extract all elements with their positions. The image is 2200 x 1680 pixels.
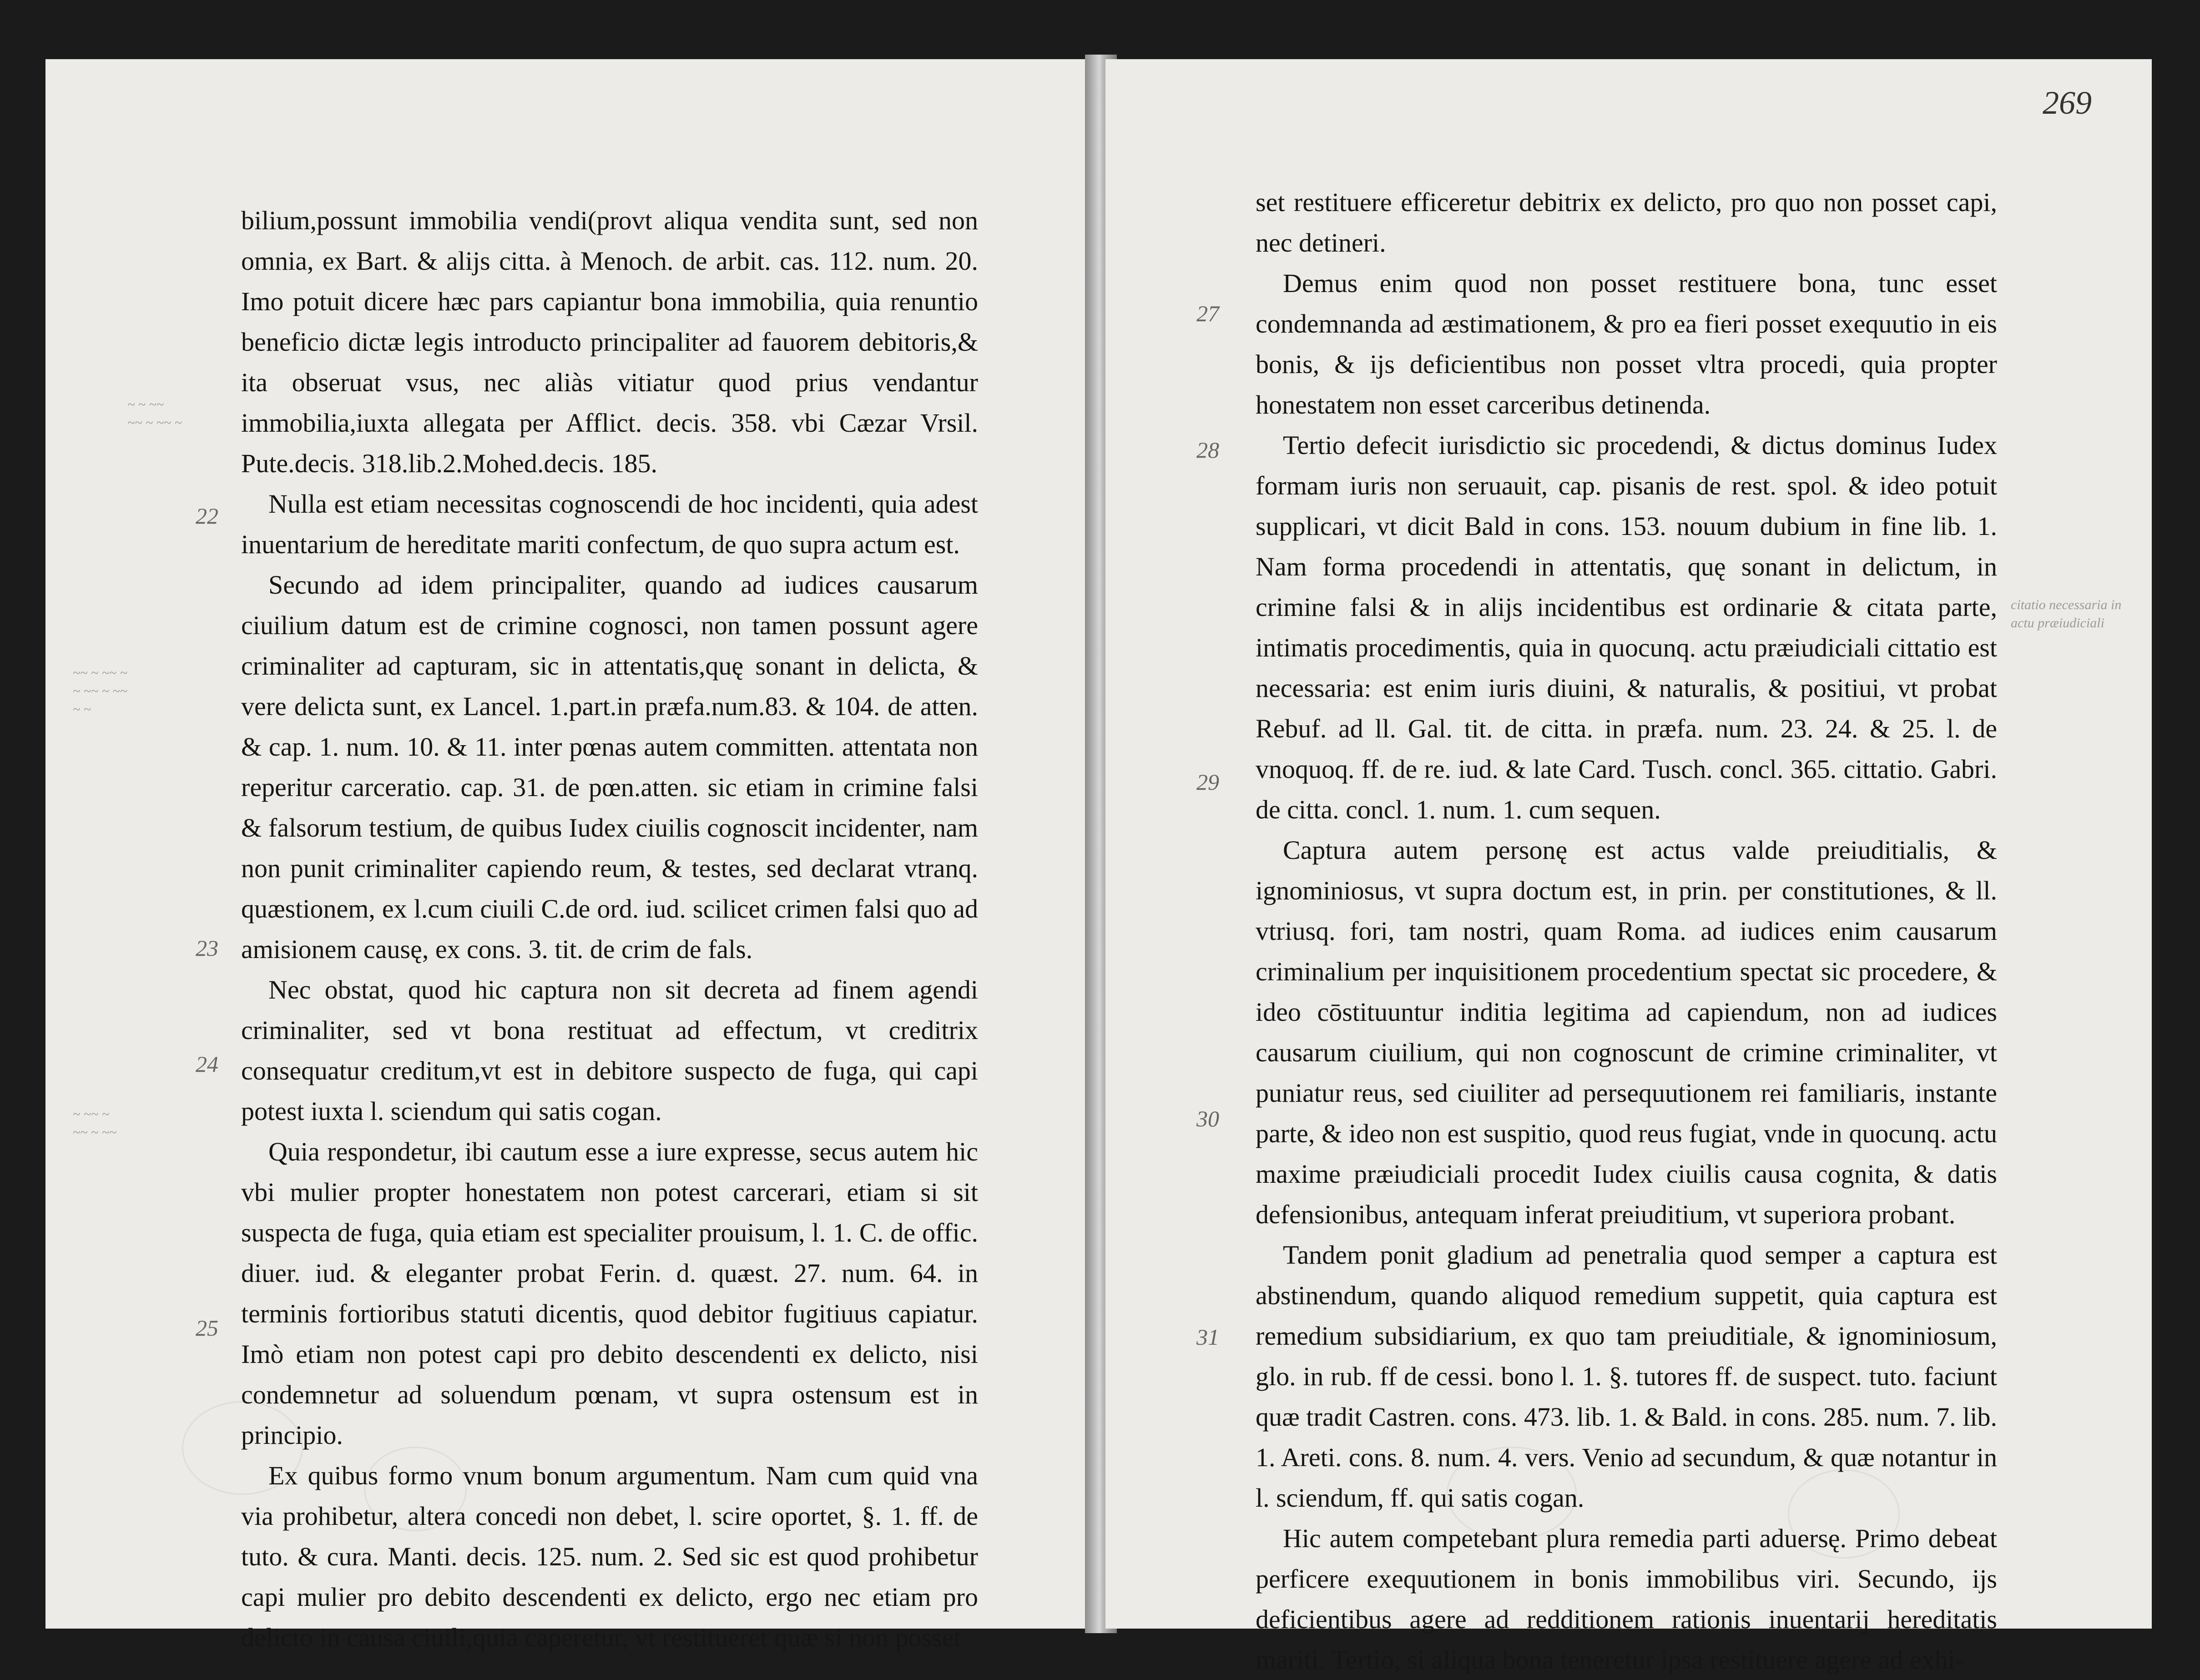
margin-number: 29 [1196, 769, 1219, 795]
margin-number: 27 [1196, 301, 1219, 326]
paragraph: Captura autem personę est actus valde preiuditialis, & ignominiosus, vt supra doctum est, in prin. per constitutiones, & ll. vtriusq. fori, tam nostri, quam Roma. ad iudices enim causarum criminalium per inquisitionem procedentium spectat sic procedere, & ideo cōstituuntur inditia legitima ad capiendum, non ad iudices causarum ciuilium, qui non cognoscunt de crimine criminaliter, vt puniatur reus, sed ciuiliter ad persequutionem rei familiaris, instante parte, & ideo non est suspitio, quod reus fugiat, vnde in quocunq. actu maxime præiudiciali procedit Iudex ciuilis causa cognita, & datis defensionibus, antequam inferat preiuditium, vt superiora probant. [1256, 835, 1997, 1229]
paragraph: Tandem ponit gladium ad penetralia quod semper a captura est abstinendum, quando aliquod remedium suppetit, quia captura est remedium subsidiarium, ex quo tam preiuditiale, & ignominiosum, glo. in rub. ff de cessi. bono l. 1. §. tutores ff. de suspect. tuto. faciunt quæ tradit Castren. cons. 473. lib. 1. & Bald. in cons. 285. num. 7. lib. 1. Areti. cons. 8. num. 4. vers. Venio ad secundum, & quæ notantur in l. sciendum, ff. qui satis cogan. [1256, 1240, 1997, 1513]
margin-note: citatio necessaria in actu præiudiciali [2011, 597, 2122, 631]
paragraph: bilium,possunt immobilia vendi(provt aliqua vendita sunt, sed non omnia, ex Bart. & alijs citta. à Menoch. de arbit. cas. 112. num. 20. Imo potuit dicere hæc pars capiantur bona immobilia, quia renuntio beneficio dictæ legis introducto principaliter ad fauorem debitoris,& ita obseruat vsus, nec aliàs vitiatur quod prius vendantur immobilia,iuxta allegata per Afflict. decis. 358. vbi Cæzar Vrsil. Pute.decis. 318.lib.2.Mohed.decis. 185. [241, 206, 978, 478]
paragraph: Quia respondetur, ibi cautum esse a iure expresse, secus autem hic vbi mulier propter honestatem non potest carcerari, etiam si sit suspecta de fuga, quia etiam est specialiter prouisum, l. 1. C. de offic. diuer. iud. & eleganter probat Ferin. d. quæst. 27. num. 64. in terminis fortioribus statuti dicentis, quod debitor fugitiuus capiatur. Imò etiam non potest capi pro debito descendenti ex delicto, nisi condemnetur ad soluendum pœnam, vt supra ostensum est in principio. [241, 1137, 978, 1450]
right-page [1105, 59, 2152, 1675]
paragraph: Demus enim quod non posset restituere bona, tunc esset condemnanda ad æstimationem, & pro ea fieri posset exequutio in eis bonis, & ijs deficientibus non posset vltra procedi, quia propter honestatem non esset carceribus detinenda. [1256, 268, 1997, 419]
paragraph: Tertio defecit iurisdictio sic procedendi, & dictus dominus Iudex formam iuris non seruauit, cap. pisanis de rest. spol. & ideo potuit supplicari, vt dicit Bald in cons. 153. nouum dubium in fine lib. 1. Nam forma procedendi in attentatis, quę sonant in delictum, in crimine falsi & in alijs incidentibus est ordinarie & citata parte, intimatis procedimentis, quia in quocunq. actu præiudiciali cittatio est necessaria: est enim iuris diuini, & naturalis, & positiui, vt probat Rebuf. ad ll. Gal. tit. de citta. in præfa. num. 23. 24. & 25. l. de vnoquoq. ff. de re. iud. & late Card. Tusch. concl. 365. cittatio. Gabri. de citta. concl. 1. num. 1. cum sequen. [1256, 430, 1997, 824]
margin-number: 30 [1196, 1106, 1219, 1131]
paragraph: Nulla est etiam necessitas cognoscendi de hoc incidenti, quia adest inuentarium de hereditate mariti confectum, de quo supra actum est. [241, 489, 978, 559]
left-page [45, 59, 1092, 1652]
handwritten-margin-scribble: ~ ~ ~~ ~~ ~ ~~ ~ [127, 397, 182, 430]
margin-number: 22 [196, 503, 218, 529]
margin-number: 31 [1196, 1324, 1219, 1350]
paragraph: set restituere efficeretur debitrix ex delicto, pro quo non posset capi, nec detineri. [1256, 187, 1997, 257]
handwritten-margin-scribble: ~ ~~ ~ ~~ ~ ~~ [73, 1107, 117, 1140]
paragraph: Nec obstat, quod hic captura non sit decreta ad finem agendi criminaliter, sed vt bona restituat ad effectum, vt creditrix consequatur creditum,vt est in debitore suspecto de fuga, qui capi potest iuxta l. sciendum qui satis cogan. [241, 975, 978, 1126]
margin-number: 24 [196, 1051, 218, 1077]
handwritten-margin-scribble: ~~ ~ ~~ ~ ~ ~~ ~ ~~ ~ ~ [73, 666, 127, 717]
right-page-text [1256, 182, 1997, 1680]
folio-number: 269 [2043, 85, 2092, 121]
margin-number: 23 [196, 935, 218, 961]
paragraph: Secundo ad idem principaliter, quando ad iudices causarum ciuilium datum est de crimine cognosci, non tamen possunt agere criminaliter ad capturam, sic in attentatis,quę sonant in delicta, & vere delicta sunt, ex Lancel. 1.part.in præfa.num.83. & 104. de atten. & cap. 1. num. 10. & 11. inter pœnas autem committen. attentata non reperitur carceratio. cap. 31. de pœn.atten. sic etiam in crimine falsi & falsorum testium, de quibus Iudex ciuilis cognoscit incidenter, nam non punit criminaliter capiendo reum, & testes, sed declarat vtranq. quæstionem, ex l.cum ciuili C.de ord. iud. scilicet crimen falsi quo ad amisionem causę, ex cons. 3. tit. de crim de fals. [241, 570, 978, 964]
left-page-text [241, 200, 978, 1658]
margin-number: 25 [196, 1315, 218, 1341]
paragraph: Hic autem competebant plura remedia parti aduersę. Primo debeat perficere exequutionem in bonis immobilibus viri. Secundo, ijs deficientibus agere ad redditionem rationis inuentarij hereditatis mariti. Tertio, si aliqua bona teneretur ipsa restituere agere ad exhi- [1256, 1524, 1997, 1675]
margin-number: 28 [1196, 437, 1219, 463]
paragraph: Ex quibus formo vnum bonum argumentum. Nam cum quid vna via prohibetur, altera concedi non debet, l. scire oportet, §. 1. ff. de tuto. & cura. Manti. decis. 125. num. 2. Sed sic est quod prohibetur capi mulier pro debito descendenti ex delicto, ergo nec etiam pro delicto in causa ciuili,quia caperetur, vt restitueret quæ si non posset [241, 1461, 978, 1652]
